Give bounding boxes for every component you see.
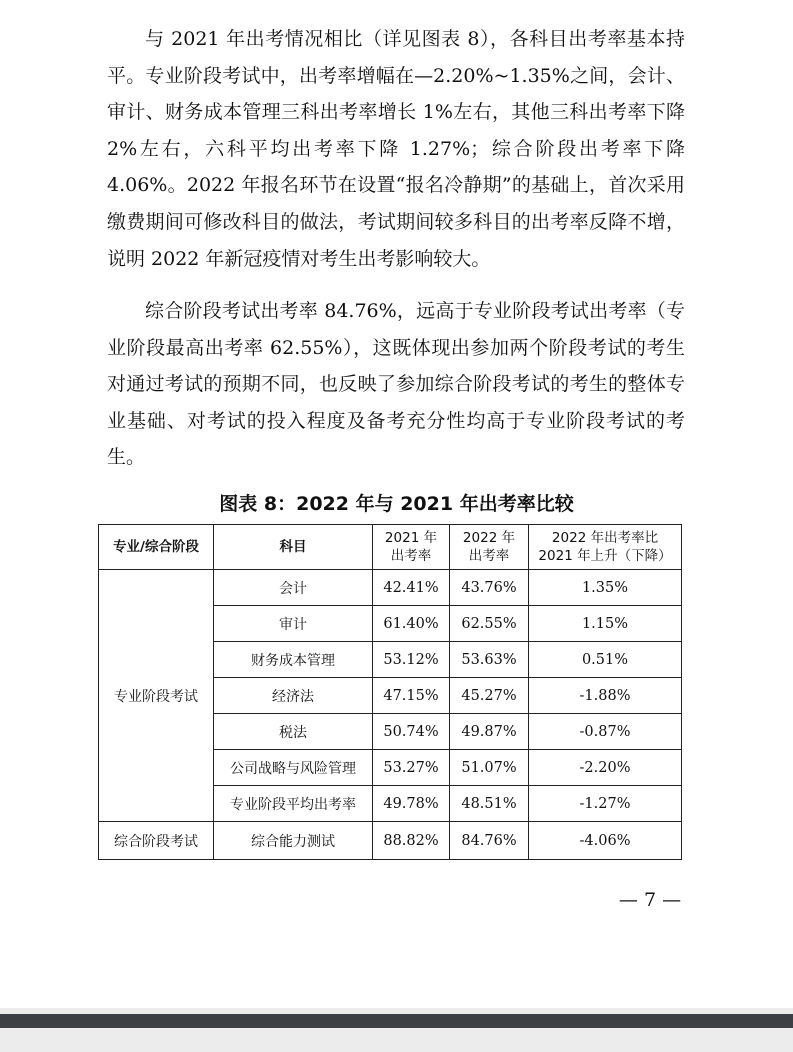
- table-row: [99, 822, 682, 860]
- page-number: — 7 —: [618, 889, 682, 911]
- header-change-line2: 2021 年上升（下降）: [538, 548, 672, 564]
- subject-cell: 专业阶段平均出考率: [214, 786, 373, 822]
- table-caption: 图表 8：2022 年与 2021 年出考率比较: [219, 493, 574, 515]
- rate-2022-cell: 43.76%: [450, 570, 529, 606]
- subject-cell: 审计: [214, 606, 373, 642]
- header-2022-line2: 出考率: [468, 548, 510, 564]
- table-row: [99, 570, 682, 606]
- stage-cell: 专业阶段考试: [99, 570, 214, 822]
- header-change: [529, 525, 682, 570]
- header-stage: 专业/综合阶段: [99, 525, 214, 570]
- exam-rate-table: [98, 524, 682, 860]
- viewer-scroll-strip[interactable]: [0, 1014, 793, 1028]
- rate-2022-cell: 49.87%: [450, 714, 529, 750]
- viewer-bottom-bar: [0, 1008, 793, 1052]
- subject-cell: 综合能力测试: [214, 822, 373, 860]
- rate-change-cell: -1.27%: [529, 786, 682, 822]
- header-change-line1: 2022 年出考率比: [551, 530, 659, 546]
- header-2021: [373, 525, 450, 570]
- subject-cell: 经济法: [214, 678, 373, 714]
- paragraph-2: 综合阶段考试出考率 84.76%，远高于专业阶段考试出考率（专业阶段最高出考率 62.55%），这既体现出参加两个阶段考试的考生对通过考试的预期不同，也反映了参加综合阶段考试的考生的整体专业基础、对考试的投入程度及备考充分性均高于专业阶段考试的考生。: [107, 300, 685, 469]
- rate-2022-cell: 84.76%: [450, 822, 529, 860]
- rate-2021-cell: 42.41%: [373, 570, 450, 606]
- header-2022: [450, 525, 529, 570]
- rate-2022-cell: 62.55%: [450, 606, 529, 642]
- header-2021-line1: 2021 年: [384, 530, 438, 546]
- rate-2021-cell: 49.78%: [373, 786, 450, 822]
- rate-change-cell: -1.88%: [529, 678, 682, 714]
- table-header-row: [99, 525, 682, 570]
- rate-2022-cell: 53.63%: [450, 642, 529, 678]
- header-2021-line2: 出考率: [390, 548, 432, 564]
- rate-2022-cell: 48.51%: [450, 786, 529, 822]
- subject-cell: 公司战略与风险管理: [214, 750, 373, 786]
- header-2022-line1: 2022 年: [462, 530, 516, 546]
- rate-2021-cell: 53.12%: [373, 642, 450, 678]
- subject-cell: 税法: [214, 714, 373, 750]
- paragraph-1: 与 2021 年出考情况相比（详见图表 8），各科目出考率基本持平。专业阶段考试中，出考率增幅在—2.20%~1.35%之间，会计、审计、财务成本管理三科出考率增长 1%左右，其他三科出考率下降 2%左右，六科平均出考率下降 1.27%；综合阶段出考率下降 4.06%。2022 年报名环节在设置“报名冷静期”的基础上，首次采用缴费期间可修改科目的做法，考试期间较多科目的出考率反降不增，说明 2022 年新冠疫情对考生出考影响较大。: [107, 28, 685, 270]
- rate-change-cell: -2.20%: [529, 750, 682, 786]
- rate-2021-cell: 53.27%: [373, 750, 450, 786]
- rate-2022-cell: 51.07%: [450, 750, 529, 786]
- rate-change-cell: 1.35%: [529, 570, 682, 606]
- rate-2021-cell: 50.74%: [373, 714, 450, 750]
- subject-cell: 财务成本管理: [214, 642, 373, 678]
- header-subject: 科目: [214, 525, 373, 570]
- rate-change-cell: 0.51%: [529, 642, 682, 678]
- rate-change-cell: 1.15%: [529, 606, 682, 642]
- rate-2022-cell: 45.27%: [450, 678, 529, 714]
- stage-cell: 综合阶段考试: [99, 822, 214, 860]
- rate-change-cell: -4.06%: [529, 822, 682, 860]
- subject-cell: 会计: [214, 570, 373, 606]
- rate-2021-cell: 61.40%: [373, 606, 450, 642]
- rate-2021-cell: 88.82%: [373, 822, 450, 860]
- rate-change-cell: -0.87%: [529, 714, 682, 750]
- rate-2021-cell: 47.15%: [373, 678, 450, 714]
